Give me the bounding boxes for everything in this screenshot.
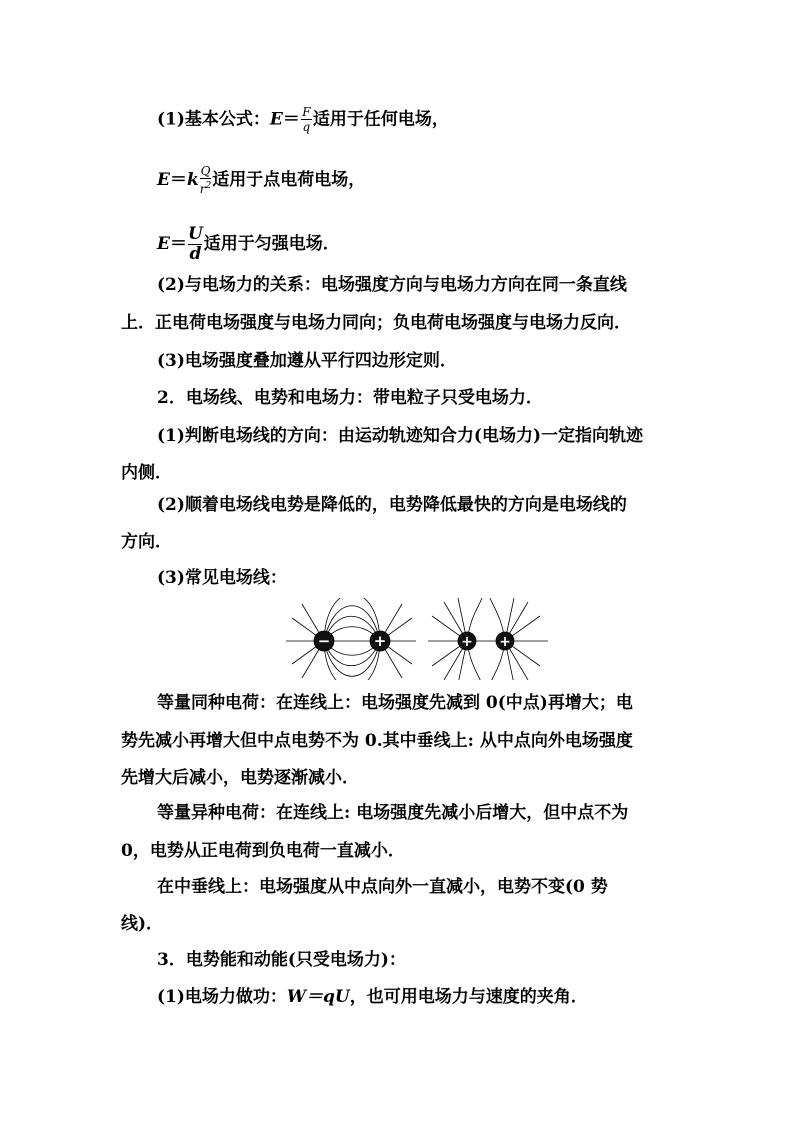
paragraph: 势先减小再增大但中点电势不为 0.其中垂线上: 从中点向外电场强度 bbox=[121, 731, 633, 751]
formula-point-charge bbox=[157, 165, 365, 196]
formula-note: 适用于任何电场， bbox=[312, 109, 449, 130]
paragraph-text: ，也可用电场力与速度的夹角． bbox=[349, 987, 588, 1007]
formula-general bbox=[157, 106, 449, 134]
formula-label: (1)基本公式： bbox=[157, 109, 270, 130]
paragraph: 上．正电荷电场强度与电场力同向；负电荷电场强度与电场力反向． bbox=[121, 313, 631, 333]
exponent: 2 bbox=[205, 181, 212, 191]
formula-var: E bbox=[157, 170, 170, 190]
fraction-q-over-r2 bbox=[200, 165, 211, 196]
denominator: d bbox=[189, 244, 202, 264]
numerator: F bbox=[302, 105, 311, 119]
formula-var: E bbox=[269, 109, 283, 130]
positive-charge-sign: + bbox=[373, 632, 387, 650]
fraction-u-over-d bbox=[188, 225, 203, 264]
formula-uniform-field bbox=[157, 225, 340, 264]
denominator bbox=[200, 179, 211, 196]
paragraph: 在中垂线上：电场强度从中点向外一直减小，电势不变(0 势 bbox=[157, 877, 608, 897]
numerator: Q bbox=[200, 164, 211, 178]
paragraph: (1)判断电场线的方向：由运动轨迹知合力(电场力)一定指向轨迹 bbox=[157, 426, 644, 446]
positive-charge-sign: + bbox=[461, 634, 473, 650]
positive-charge-sign: + bbox=[499, 634, 511, 650]
formula-note: 适用于匀强电场． bbox=[203, 234, 340, 254]
field-lines-figure bbox=[286, 598, 548, 680]
denominator: q bbox=[302, 120, 311, 134]
formula-eq: ＝ bbox=[169, 170, 187, 190]
section-heading: 2．电场线、电势和电场力：带电粒子只受电场力． bbox=[157, 388, 543, 408]
paragraph: 方向． bbox=[121, 532, 172, 552]
paragraph: (2)与电场力的关系：电场强度方向与电场力方向在同一条直线 bbox=[157, 275, 627, 295]
fraction-f-over-q bbox=[301, 106, 312, 134]
paragraph: 0，电势从正电荷到负电荷一直减小． bbox=[121, 841, 405, 861]
paragraph bbox=[157, 986, 588, 1008]
paragraph: 等量同种电荷：在连线上：电场强度先减到 0(中点)再增大；电 bbox=[157, 693, 633, 713]
formula-eq: ＝ bbox=[282, 109, 300, 130]
formula-eq: ＝ bbox=[169, 234, 187, 254]
paragraph: 先增大后减小，电势逐渐减小． bbox=[121, 768, 359, 788]
paragraph: (2)顺着电场线电势是降低的，电势降低最快的方向是电场线的 bbox=[157, 495, 627, 515]
formula-note: 适用于点电荷电场， bbox=[212, 170, 366, 190]
paragraph: 线)． bbox=[121, 914, 164, 934]
paragraph: 内侧． bbox=[121, 463, 172, 483]
numerator: U bbox=[187, 224, 203, 244]
formula-constant: k bbox=[186, 170, 199, 190]
work-formula: W＝qU bbox=[286, 987, 350, 1007]
like-charges-diagram bbox=[428, 598, 548, 680]
denominator-base: r bbox=[199, 182, 206, 196]
negative-charge-sign: − bbox=[317, 632, 331, 650]
opposite-charges-diagram bbox=[286, 598, 416, 680]
paragraph: (3)常见电场线： bbox=[157, 568, 287, 588]
paragraph: 等量异种电荷：在连线上: 电场强度先减小后增大，但中点不为 bbox=[157, 803, 629, 823]
paragraph-text: (1)电场力做功： bbox=[157, 987, 287, 1007]
paragraph: (3)电场强度叠加遵从平行四边形定则． bbox=[157, 351, 457, 371]
section-heading: 3．电势能和动能(只受电场力)： bbox=[157, 950, 406, 970]
formula-var: E bbox=[157, 234, 170, 254]
